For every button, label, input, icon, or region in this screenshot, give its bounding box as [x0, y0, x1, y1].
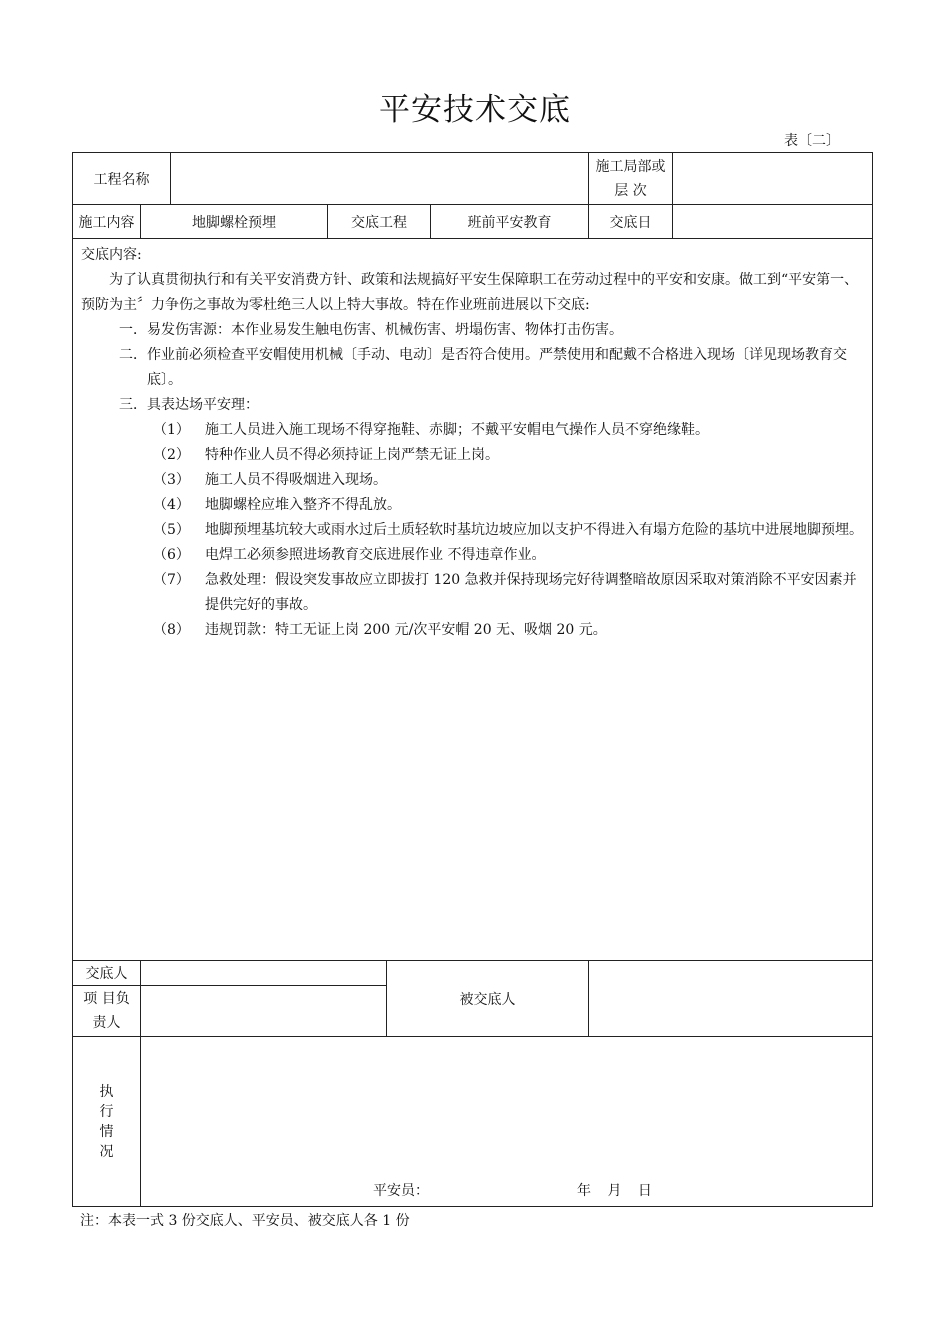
item-number: （5）: [153, 522, 190, 538]
project-manager-field[interactable]: [141, 986, 387, 1037]
project-manager-label: 项 目负责人: [73, 986, 141, 1037]
date-label: 年 月 日: [577, 1183, 652, 1199]
unit-field[interactable]: [673, 153, 873, 205]
item-text: 地脚螺栓应堆入整齐不得乱放。: [205, 497, 401, 513]
item-text: 地脚预埋基坑较大或雨水过后土质轻软时基坑边坡应加以支护不得进入有塌方危险的基坑中进展地脚预埋。: [205, 522, 863, 538]
item-number: （3）: [153, 472, 190, 488]
recipient-label: 被交底人: [387, 961, 589, 1037]
disclosure-form-table: [72, 152, 873, 1207]
project-name-label: 工程名称: [73, 153, 171, 205]
list-item: [153, 518, 864, 543]
execution-label: 执行情况: [99, 1083, 114, 1160]
item-number: （7）: [153, 572, 190, 588]
item-number: （4）: [153, 497, 190, 513]
disclosure-item-label: 交底工程: [328, 205, 431, 239]
work-content-label: 施工内容: [73, 205, 141, 239]
document-title: 平安技术交底: [379, 92, 571, 128]
recipient-field[interactable]: [589, 961, 873, 1037]
item-text: 施工人员不得吸烟进入现场。: [205, 472, 387, 488]
disclosure-item-value: 班前平安教育: [431, 205, 589, 239]
content-intro: 为了认真贯彻执行和有关平安消费方针、政策和法规搞好平安生保障职工在劳动过程中的平安和安康。做工到“平安第一、预防为主〞力争伤之事故为零杜绝三人以上特大事故。特在作业班前进展以下交底:: [81, 272, 859, 313]
item-number: （1）: [153, 422, 190, 438]
section-pre-check: 二．作业前必须检查平安帽使用机械〔手动、电动〕是否符合使用。严禁使用和配戴不合格进入现场〔详见现场教育交底〕。: [119, 347, 847, 388]
list-item: [153, 493, 864, 518]
execution-field[interactable]: [141, 1037, 873, 1207]
item-number: （2）: [153, 447, 190, 463]
safety-officer-label: 平安员：: [373, 1183, 429, 1199]
content-heading: 交底内容:: [81, 247, 142, 263]
discloser-field[interactable]: [141, 961, 387, 986]
item-text: 急救处理：假设突发事故应立即拔打 120 急救并保持现场完好待调整暗故原因采取对策消除不平安因素并提供完好的事故。: [205, 572, 857, 613]
item-number: （8）: [153, 622, 190, 638]
discloser-label: 交底人: [73, 961, 141, 986]
unit-label: 施工局部或 层 次: [589, 153, 673, 205]
list-item: [153, 468, 864, 493]
disclosure-date-field[interactable]: [673, 205, 873, 239]
list-item: [153, 543, 864, 568]
section-site-rules: 三．具表达场平安理：: [119, 397, 259, 413]
list-item: [153, 418, 864, 443]
project-name-field[interactable]: [171, 153, 589, 205]
work-content-value: 地脚螺栓预埋: [141, 205, 328, 239]
item-text: 电焊工必须参照进场教育交底进展作业 不得违章作业。: [205, 547, 546, 563]
section-hazards: 一．易发伤害源：本作业易发生触电伤害、机械伤害、坍塌伤害、物体打击伤害。: [119, 322, 623, 338]
list-item: [153, 618, 864, 643]
item-number: （6）: [153, 547, 190, 563]
form-number: 表〔二〕: [784, 133, 840, 149]
disclosure-date-label: 交底日: [589, 205, 673, 239]
item-text: 特种作业人员不得必须持证上岗严禁无证上岗。: [205, 447, 499, 463]
item-text: 施工人员进入施工现场不得穿拖鞋、赤脚；不戴平安帽电气操作人员不穿绝缘鞋。: [205, 422, 709, 438]
footnote: 注：本表一式 3 份交底人、平安员、被交底人各 1 份: [80, 1213, 410, 1229]
execution-label-cell: [73, 1037, 141, 1207]
disclosure-content: [73, 239, 873, 961]
item-text: 违规罚款：特工无证上岗 200 元/次平安帽 20 无、吸烟 20 元。: [205, 622, 607, 638]
list-item: [153, 568, 864, 618]
list-item: [153, 443, 864, 468]
